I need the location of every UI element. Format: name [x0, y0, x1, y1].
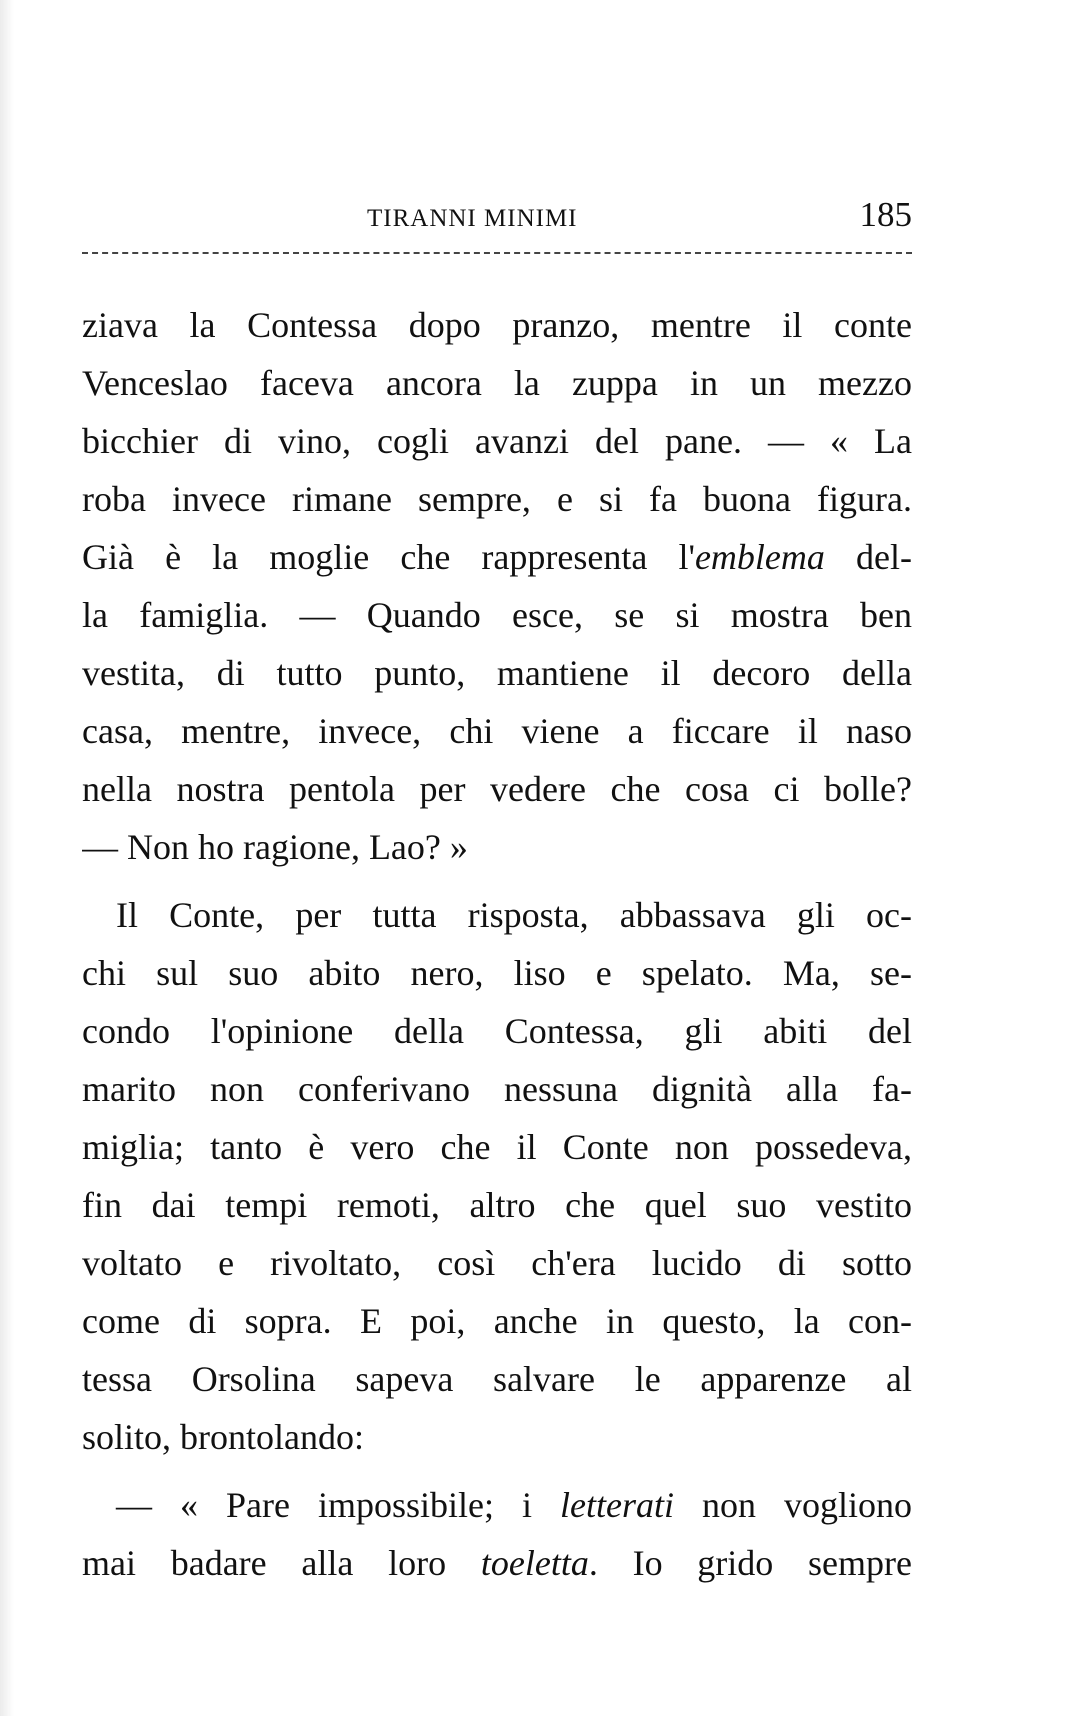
italic-word: letterati	[560, 1485, 674, 1525]
text-line: chi sul suo abito nero, liso e spelato. Ma, se-	[82, 953, 912, 993]
body-text	[82, 296, 912, 1592]
text-line: Il Conte, per tutta risposta, abbassava gli oc-	[116, 895, 912, 935]
page-number: 185	[859, 195, 912, 234]
italic-word: toeletta	[480, 1543, 589, 1583]
text-line: vestita, di tutto punto, mantiene il decoro della	[82, 653, 912, 693]
text-line: mai badare alla loro toeletta. Io grido sempre	[82, 1543, 912, 1583]
text-line: roba invece rimane sempre, e si fa buona figura.	[82, 479, 912, 519]
text-line: la famiglia. — Quando esce, se si mostra ben	[82, 595, 912, 635]
running-title: TIRANNI MINIMI	[367, 205, 578, 232]
text-line: marito non conferivano nessuna dignità alla fa-	[82, 1069, 912, 1109]
text-line: condo l'opinione della Contessa, gli abiti del	[82, 1011, 912, 1051]
header-rule	[82, 252, 912, 254]
text-line: miglia; tanto è vero che il Conte non possedeva,	[82, 1127, 912, 1167]
running-head	[82, 195, 912, 241]
text-line: fin dai tempi remoti, altro che quel suo vestito	[82, 1185, 912, 1225]
text-line: — Non ho ragione, Lao? »	[82, 827, 468, 867]
text-line: casa, mentre, invece, chi viene a ficcare il naso	[82, 711, 912, 751]
text-line: Venceslao faceva ancora la zuppa in un mezzo	[82, 363, 912, 403]
text-line: voltato e rivoltato, così ch'era lucido di sotto	[82, 1243, 912, 1283]
text-line: come di sopra. E poi, anche in questo, la con-	[82, 1301, 912, 1341]
text-line: tessa Orsolina sapeva salvare le apparenze al	[82, 1359, 912, 1399]
italic-word: emblema	[694, 537, 825, 577]
text-line: solito, brontolando:	[82, 1417, 364, 1457]
text-line: ziava la Contessa dopo pranzo, mentre il conte	[82, 305, 912, 345]
text-line: bicchier di vino, cogli avanzi del pane. — « La	[82, 421, 912, 461]
text-line: — « Pare impossibile; i letterati non vogliono	[116, 1485, 912, 1525]
text-line: nella nostra pentola per vedere che cosa ci bolle?	[82, 769, 912, 809]
scan-edge-shadow	[0, 0, 14, 1716]
text-line: Già è la moglie che rappresenta l'emblema del-	[82, 537, 912, 577]
